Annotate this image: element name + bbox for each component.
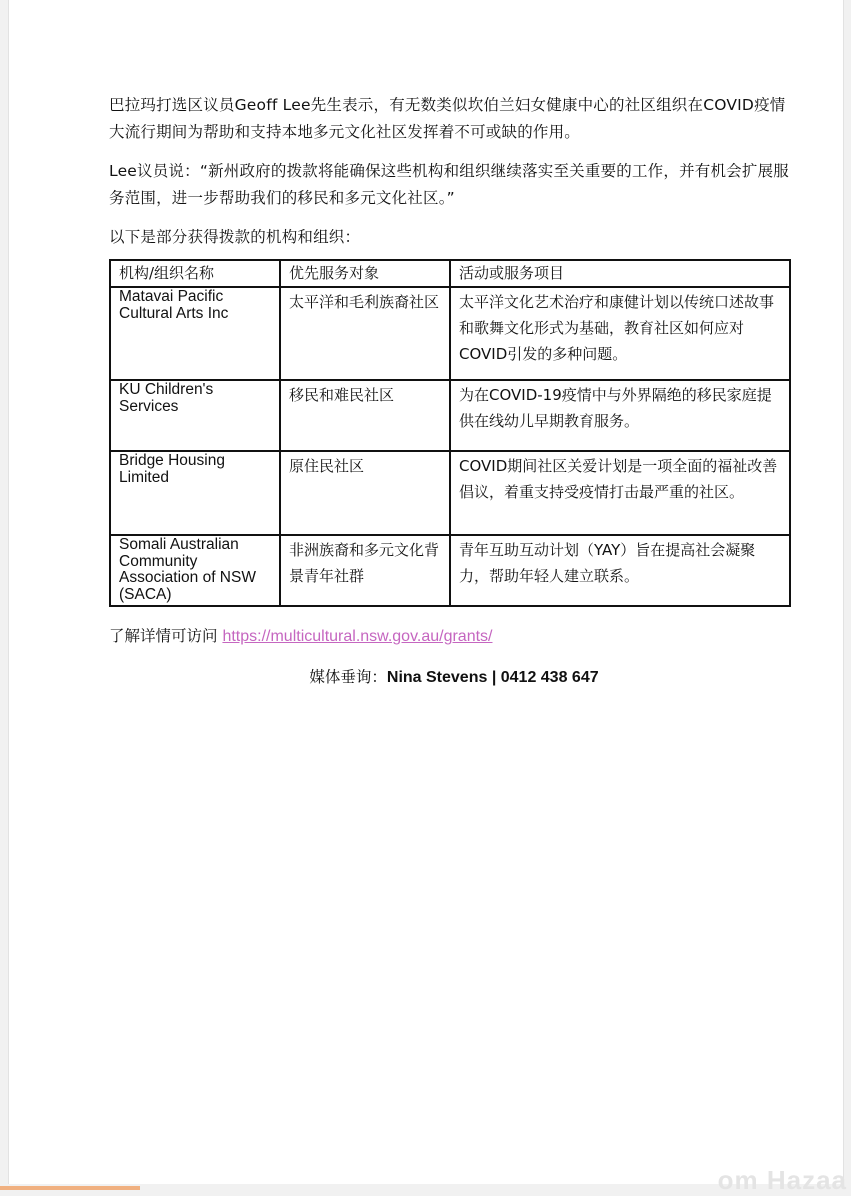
- more-info-line: [109, 625, 789, 648]
- activity-cell: 为在COVID-19疫情中与外界隔绝的移民家庭提供在线幼儿早期教育服务。: [450, 380, 790, 451]
- header-org-name: 机构/组织名称: [110, 260, 280, 287]
- priority-cell: 太平洋和毛利族裔社区: [280, 287, 450, 380]
- paragraph-geoff-lee: 巴拉玛打选区议员Geoff Lee先生表示，有无数类似坎伯兰妇女健康中心的社区组织在COVID疫情大流行期间为帮助和支持本地多元文化社区发挥着不可或缺的作用。: [109, 96, 786, 141]
- media-contact: Nina Stevens | 0412 438 647: [386, 669, 599, 686]
- activity-cell: 青年互助互动计划（YAY）旨在提高社会凝聚力，帮助年轻人建立联系。: [450, 535, 790, 606]
- media-contact-line: [109, 666, 789, 689]
- table-row: [110, 451, 790, 535]
- watermark-text: om Hazaa: [717, 1165, 847, 1195]
- document-content: [109, 92, 789, 689]
- table-row: [110, 287, 790, 380]
- org-name-cell: Bridge Housing Limited: [110, 451, 280, 535]
- table-row: [110, 380, 790, 451]
- paragraph-list-intro: 以下是部分获得拨款的机构和组织：: [109, 228, 361, 246]
- paragraph-quote: Lee议员说：“新州政府的拨款将能确保这些机构和组织继续落实至关重要的工作，并有机会扩展服务范围，进一步帮助我们的移民和多元文化社区。”: [109, 162, 789, 207]
- priority-cell: 移民和难民社区: [280, 380, 450, 451]
- table-row: [110, 535, 790, 606]
- activity-cell: 太平洋文化艺术治疗和康健计划以传统口述故事和歌舞文化形式为基础，教育社区如何应对COVID引发的多种问题。: [450, 287, 790, 380]
- table-header-row: [110, 260, 790, 287]
- activity-cell: COVID期间社区关爱计划是一项全面的福祉改善倡议，着重支持受疫情打击最严重的社区。: [450, 451, 790, 535]
- org-name-cell: KU Children's Services: [110, 380, 280, 451]
- header-activity: 活动或服务项目: [450, 260, 790, 287]
- org-name-cell: Matavai Pacific Cultural Arts Inc: [110, 287, 280, 380]
- grants-table: [109, 259, 791, 607]
- priority-cell: 非洲族裔和多元文化背景青年社群: [280, 535, 450, 606]
- priority-cell: 原住民社区: [280, 451, 450, 535]
- more-info-label: 了解详情可访问: [109, 627, 223, 645]
- bottom-accent-bar: [0, 1186, 140, 1190]
- document-page: [8, 0, 844, 1184]
- media-label: 媒体垂询：: [309, 668, 387, 686]
- grants-link[interactable]: https://multicultural.nsw.gov.au/grants/: [222, 628, 493, 645]
- header-priority: 优先服务对象: [280, 260, 450, 287]
- org-name-cell: Somali Australian Community Association of NSW (SACA): [110, 535, 280, 606]
